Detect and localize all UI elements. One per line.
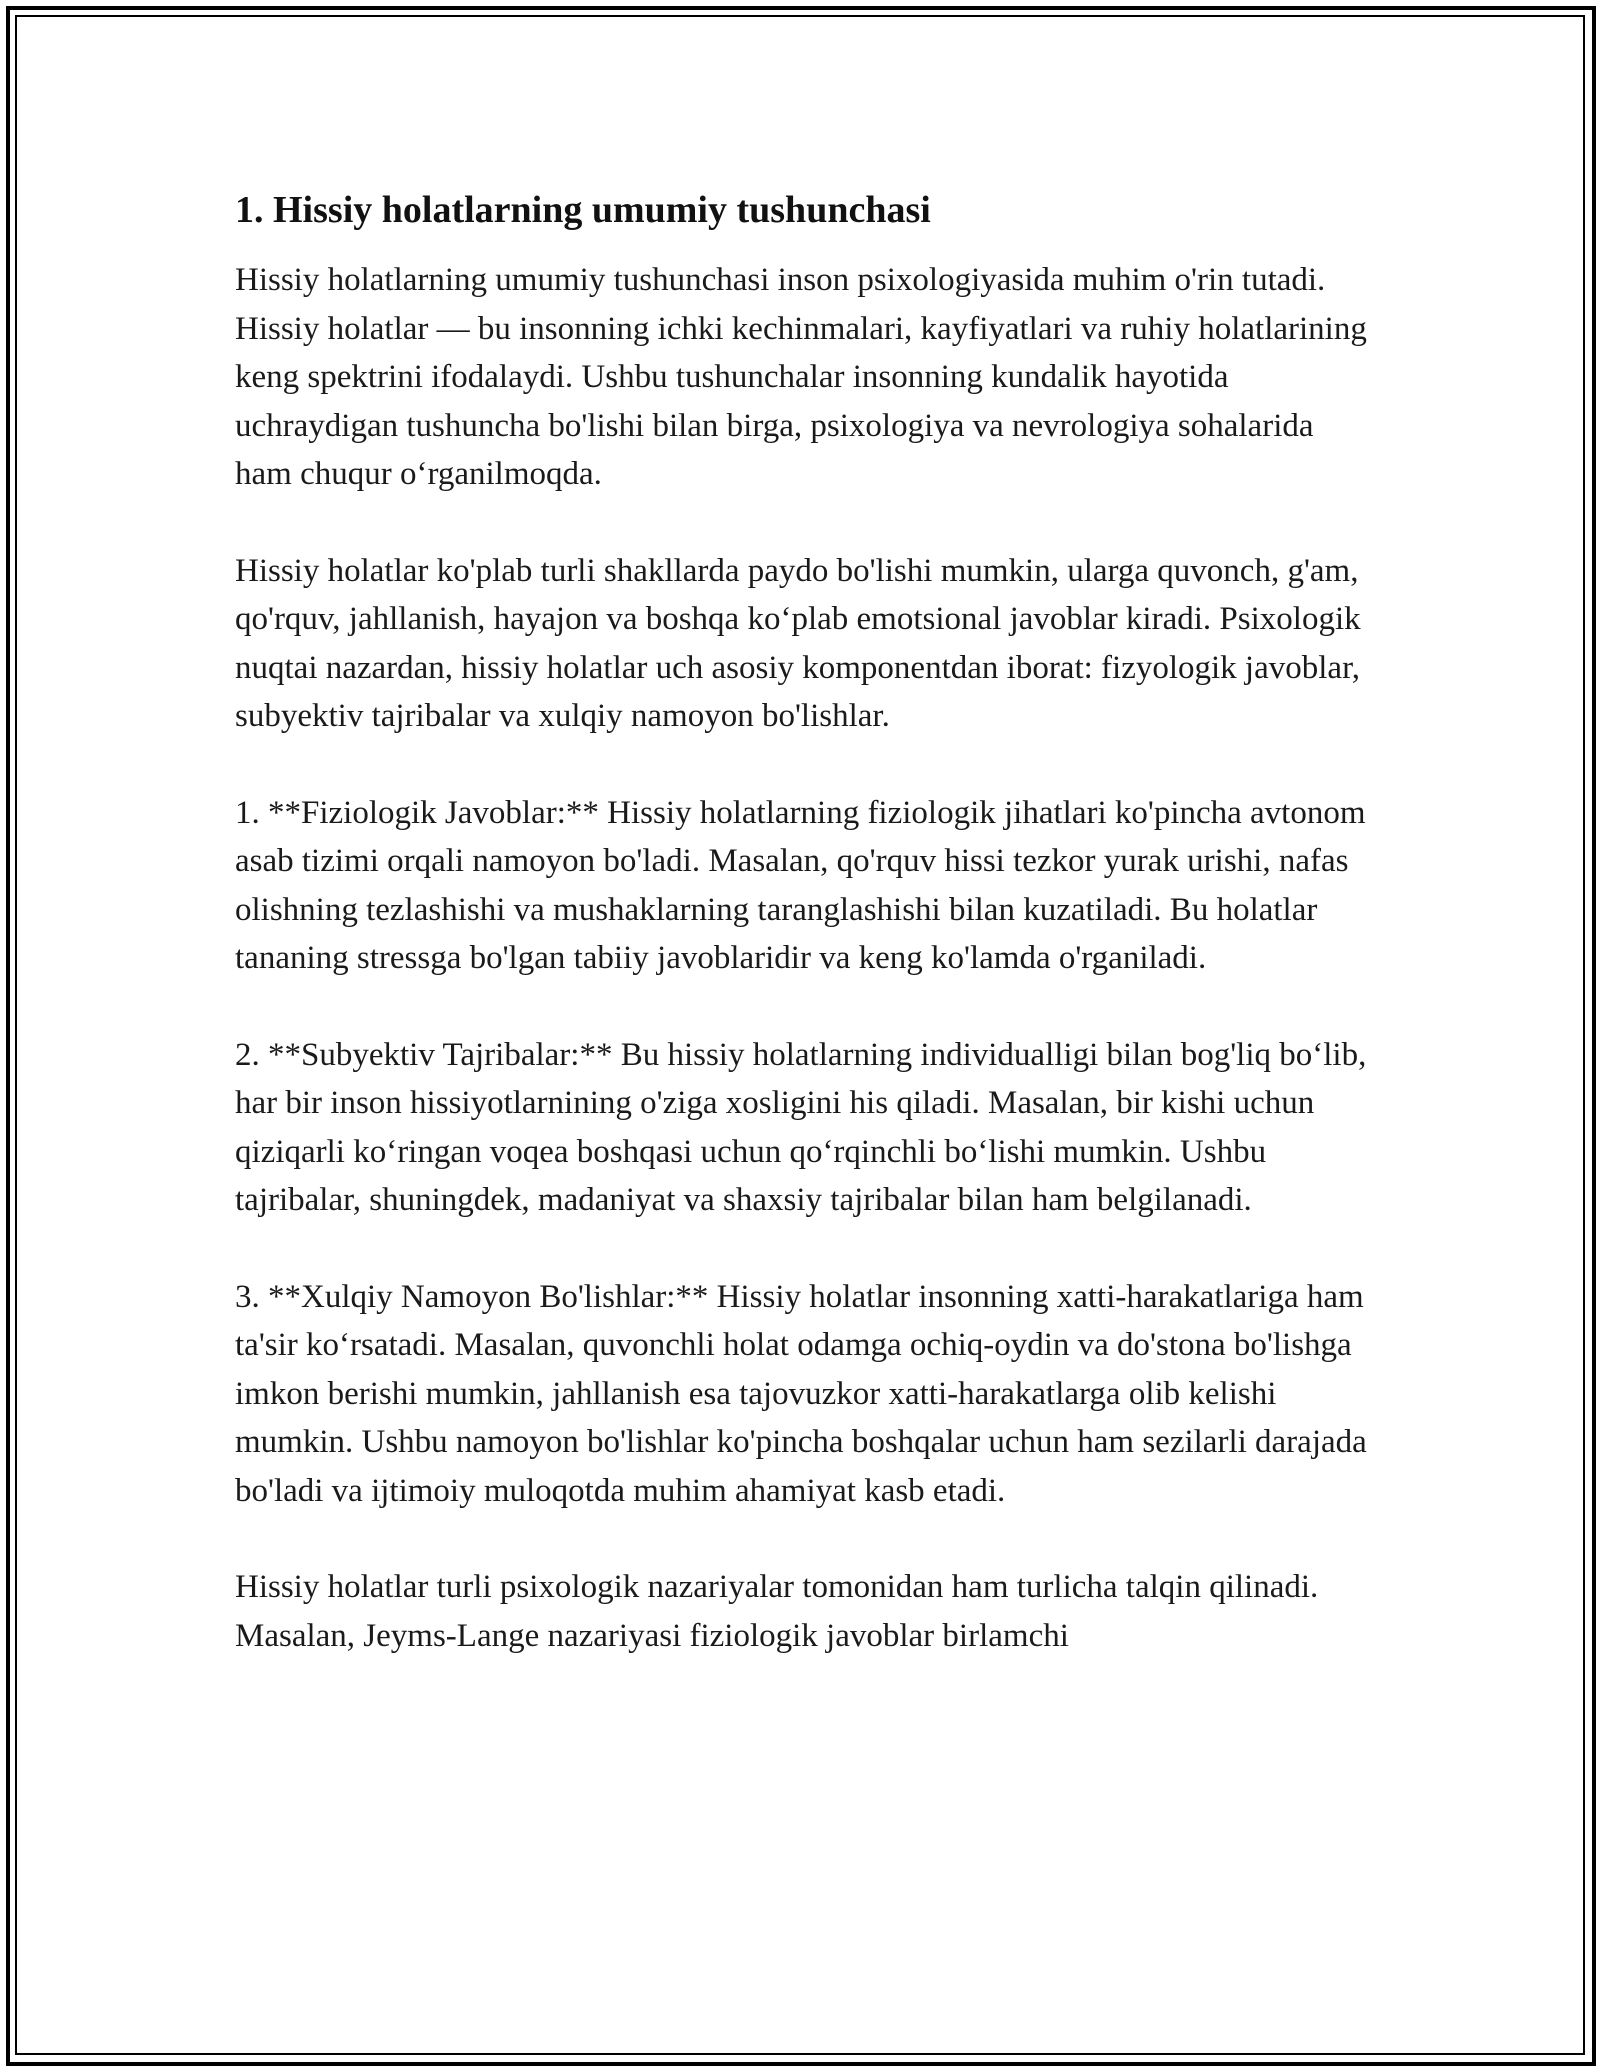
paragraph-physiological: 1. **Fiziologik Javoblar:** Hissiy holatlarning fiziologik jihatlari ko'pincha avtonom asab tizimi orqali namoyon bo'ladi. Masalan, qo'rquv hissi tezkor yurak urishi, nafas olishning tezlashishi va mushaklarning taranglashishi bilan kuzatiladi. Bu holatlar tananing stressga bo'lgan tabiiy javoblaridir va keng ko'lamda o'rganiladi. <box>235 794 1366 976</box>
paragraph-subjective: 2. **Subyektiv Tajribalar:** Bu hissiy holatlarning individualligi bilan bog'liq bo‘lib, har bir inson hissiyotlarnining o'ziga xosligini his qiladi. Masalan, bir kishi uchun qiziqarli ko‘ringan voqea boshqasi uchun qo‘rqinchli bo‘lishi mumkin. Ushbu tajribalar, shuningdek, madaniyat va shaxsiy tajribalar bilan ham belgilanadi. <box>235 1036 1367 1218</box>
document-body <box>235 186 1375 1708</box>
paragraph-behavioral: 3. **Xulqiy Namoyon Bo'lishlar:** Hissiy holatlar insonning xatti-harakatlariga ham ta'sir ko‘rsatadi. Masalan, quvonchli holat odamga ochiq-oydin va do'stona bo'lishga imkon berishi mumkin, jahllanish esa tajovuzkor xatti-harakatlarga olib kelishi mumkin. Ushbu namoyon bo'lishlar ko'pincha boshqalar uchun ham sezilarli darajada bo'ladi va ijtimoiy muloqotda muhim ahamiyat kasb etadi. <box>235 1278 1367 1509</box>
paragraph-theories: Hissiy holatlar turli psixologik nazariyalar tomonidan ham turlicha talqin qilinadi. Masalan, Jeyms-Lange nazariyasi fiziologik javoblar birlamchi <box>235 1569 1319 1654</box>
paragraph-components: Hissiy holatlar ko'plab turli shakllarda paydo bo'lishi mumkin, ularga quvonch, g'am, qo'rquv, jahllanish, hayajon va boshqa ko‘plab emotsional javoblar kiradi. Psixologik nuqtai nazardan, hissiy holatlar uch asosiy komponentdan iborat: fizyologik javoblar, subyektiv tajribalar va xulqiy namoyon bo'lishlar. <box>235 552 1361 734</box>
section-heading: 1. Hissiy holatlarning umumiy tushunchasi <box>235 189 931 231</box>
paragraph-intro: Hissiy holatlarning umumiy tushunchasi inson psixologiyasida muhim o'rin tutadi. Hissiy holatlar — bu insonning ichki kechinmalari, kayfiyatlari va ruhiy holatlarining keng spektrini ifodalaydi. Ushbu tushunchalar insonning kundalik hayotida uchraydigan tushuncha bo'lishi bilan birga, psixologiya va nevrologiya sohalarida ham chuqur o‘rganilmoqda. <box>235 262 1367 492</box>
